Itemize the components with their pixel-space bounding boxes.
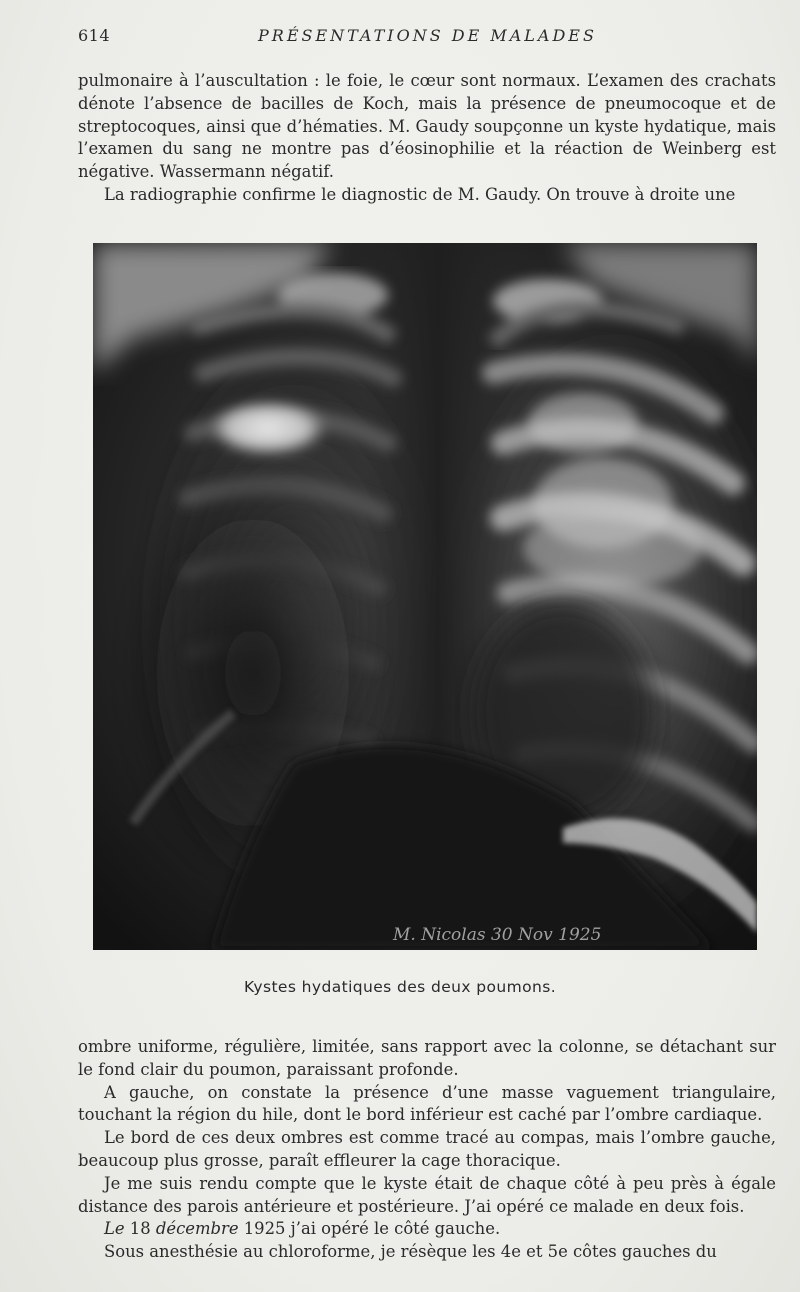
paragraph-date — [78, 1218, 776, 1241]
date-month: décembre — [155, 1219, 239, 1239]
paragraph-ombre: ombre uniforme, régulière, limitée, sans rapport avec la colonne, se détachant sur le fond clair du poumon, paraissant profonde. — [78, 1037, 776, 1079]
running-title: PRÉSENTATIONS DE MALADES — [258, 26, 597, 45]
top-text-block — [78, 70, 776, 207]
inscription-text: M. Nicolas 30 Nov 1925 — [393, 925, 602, 945]
date-prefix: Le — [104, 1219, 125, 1239]
bottom-text-block — [78, 1036, 776, 1264]
paragraph-radiographie: La radiographie confirme le diagnostic de M. Gaudy. On trouve à droite une — [104, 184, 736, 204]
paragraph-bord: Le bord de ces deux ombres est comme tracé au compas, mais l’ombre gauche, beaucoup plus grosse, paraît effleurer la cage thoracique. — [78, 1128, 776, 1170]
figure-caption: Kystes hydatiques des deux poumons. — [243, 978, 557, 996]
chest-radiograph-image — [93, 243, 757, 950]
running-head — [78, 26, 776, 50]
date-rest: 1925 j’ai opéré le côté gauche. — [238, 1219, 501, 1239]
xray-figure — [93, 243, 757, 950]
paragraph-a-gauche: A gauche, on constate la présence d’une masse vaguement triangulaire, touchant la région du hile, dont le bord inférieur est caché par l’ombre cardiaque. — [78, 1082, 776, 1125]
radiograph-inscription — [392, 925, 601, 945]
paragraph-anesthesie: Sous anesthésie au chloroforme, je résèque les 4e et 5e côtes gauches du — [104, 1242, 717, 1262]
page-number: 614 — [78, 26, 111, 45]
date-day: 18 — [124, 1219, 156, 1239]
paragraph-kyste: Je me suis rendu compte que le kyste était de chaque côté à peu près à égale distance des parois antérieure et postérieure. J’ai opéré ce malade en deux fois. — [78, 1173, 776, 1216]
paragraph-continuation: pulmonaire à l’auscultation : le foie, le cœur sont normaux. L’examen des crachats dénote l’absence de bacilles de Koch, mais la présence de pneumocoque et de streptocoques, ainsi que d’hématies. M. Gaudy soupçonne un kyste hydatique, mais l’examen du sang ne montre pas d’éosinophilie et la réaction de Weinberg est négative. Wassermann négatif. — [78, 71, 776, 182]
